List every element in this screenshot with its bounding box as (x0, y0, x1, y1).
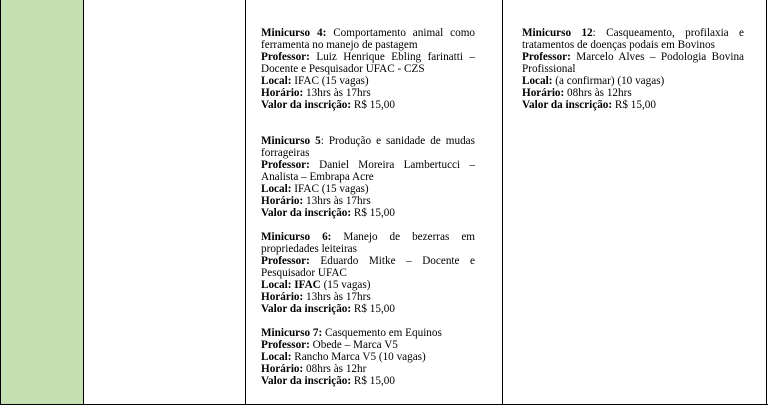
minicurso-7-horario: Horário: 08hrs às 12hr (261, 363, 367, 375)
minicurso-12-professor-line-1: Professor: Marcelo Alves – Podologia Bovina (522, 51, 744, 63)
minicurso-7-local: Local: Rancho Marca V5 (10 vagas) (261, 351, 426, 363)
minicurso-12-horario: Horário: 08hrs às 12hrs (522, 87, 632, 99)
table-divider-1 (83, 0, 84, 405)
column-4-cell (522, 27, 744, 111)
minicurso-5-horario: Horário: 13hrs às 17hrs (261, 195, 371, 207)
minicurso-5-professor-line-1: Professor: Daniel Moreira Lambertucci – (261, 159, 476, 171)
minicurso-4-horario: Horário: 13hrs às 17hrs (261, 87, 371, 99)
minicurso-4-professor-line-2: Docente e Pesquisador UFAC - CZS (261, 63, 425, 75)
minicurso-7-professor: Professor: Obede – Marca V5 (261, 339, 398, 351)
table-divider-3 (502, 0, 503, 405)
minicurso-7-valor: Valor da inscrição: R$ 15,00 (261, 375, 395, 387)
minicurso-6-horario: Horário: 13hrs às 17hrs (261, 291, 371, 303)
minicurso-6-entry (261, 231, 475, 315)
minicurso-4-professor-line-1: Professor: Luiz Henrique Ebling farinatti – (261, 51, 475, 63)
minicurso-5-title-line-1: Minicurso 5: Produção e sanidade de mudas (261, 135, 475, 147)
table-divider-2 (245, 0, 246, 405)
table-border-left (0, 0, 1, 405)
minicurso-12-local: Local: (a confirmar) (10 vagas) (522, 75, 665, 87)
minicurso-6-professor-line-2: Pesquisador UFAC (261, 267, 347, 279)
minicurso-7-title: Minicurso 7: Casquemento em Equinos (261, 327, 442, 339)
minicurso-5-valor: Valor da inscrição: R$ 15,00 (261, 207, 395, 219)
minicurso-12-title-line-2: tratamentos de doenças podais em Bovinos (522, 39, 715, 51)
minicurso-7-entry (261, 327, 475, 387)
table-border-bottom (0, 404, 768, 405)
minicurso-5-professor-line-2: Analista – Embrapa Acre (261, 171, 374, 183)
minicurso-6-title-line-2: propriedades leiteiras (261, 243, 357, 255)
minicurso-5-local: Local: IFAC (15 vagas) (261, 183, 369, 195)
minicurso-12-valor: Valor da inscrição: R$ 15,00 (522, 99, 656, 111)
column-3-cell (261, 27, 475, 387)
table-border-right (766, 0, 767, 405)
minicurso-6-professor-line-1: Professor: Eduardo Mitke – Docente e (261, 255, 475, 267)
minicurso-5-title-line-2: forrageiras (261, 147, 310, 159)
minicurso-6-valor: Valor da inscrição: R$ 15,00 (261, 303, 395, 315)
minicurso-4-local: Local: IFAC (15 vagas) (261, 75, 369, 87)
minicurso-4-entry (261, 27, 475, 111)
minicurso-12-title-line-1: Minicurso 12: Casqueamento, profilaxia e (522, 27, 744, 39)
minicurso-4-valor: Valor da inscrição: R$ 15,00 (261, 99, 395, 111)
minicurso-12-entry (522, 27, 744, 111)
minicurso-12-professor-line-2: Profissional (522, 63, 576, 75)
minicurso-6-local: Local: IFAC (15 vagas) (261, 279, 371, 291)
minicurso-6-title-line-1: Minicurso 6: Manejo de bezerras em (261, 231, 475, 243)
minicurso-4-title-line-2: ferramenta no manejo de pastagem (261, 39, 418, 51)
green-column-cell (0, 0, 83, 405)
minicurso-4-title-line-1: Minicurso 4: Comportamento animal como (261, 27, 475, 39)
minicurso-5-entry (261, 135, 475, 219)
